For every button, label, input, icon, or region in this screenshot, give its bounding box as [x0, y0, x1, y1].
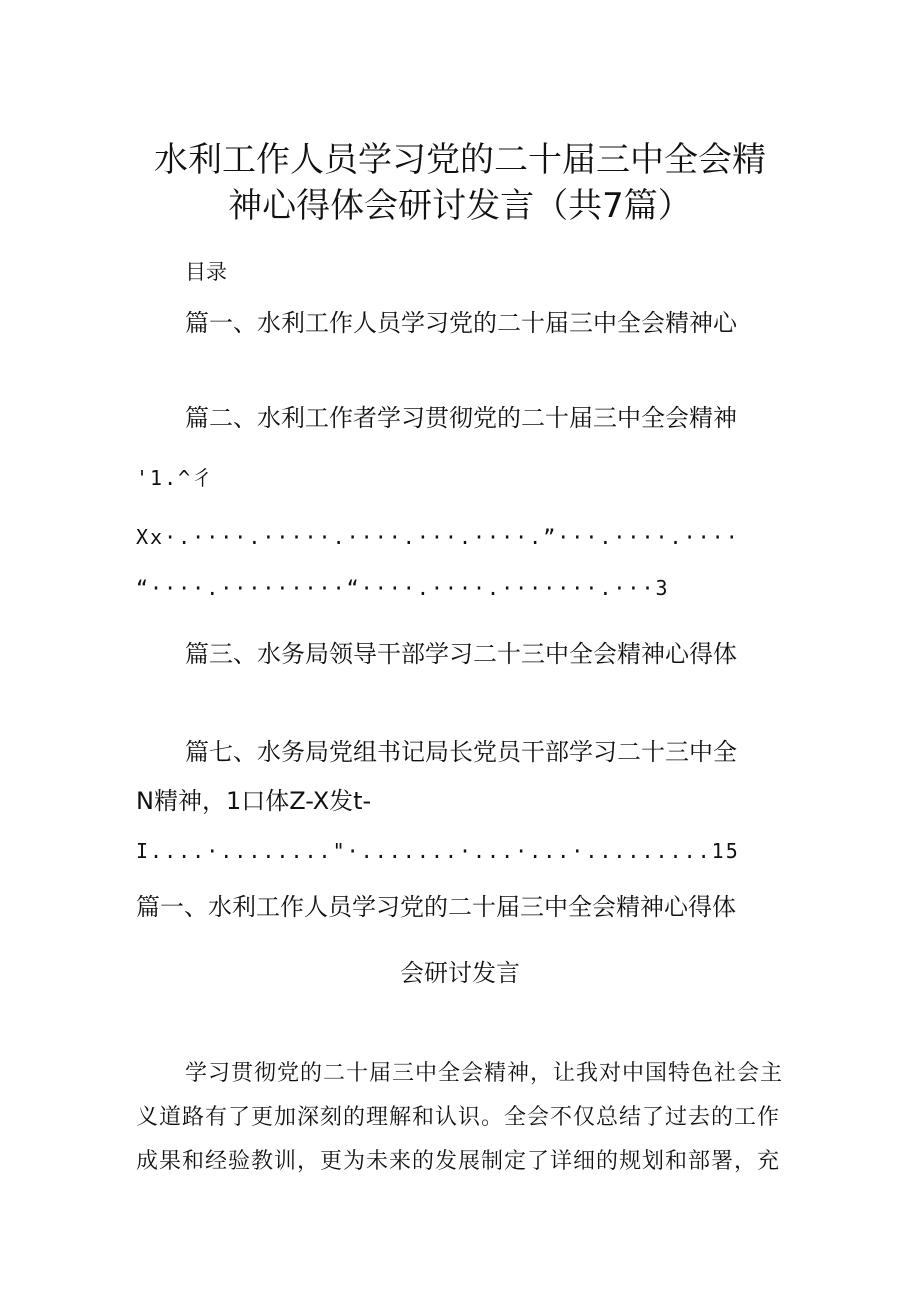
document-title-line-2: 神心得体会研讨发言（共7篇）	[228, 186, 692, 226]
toc-entry-7-continuation: N精神，1口体Z-X发t-	[136, 787, 372, 815]
toc-leader-dots-3: I....·........"·.......·...·...·.........15	[136, 839, 740, 863]
toc-leader-dots-1: Xx·.····.·····.····.···.····.”···.····.····	[136, 525, 740, 549]
section-heading-line-2: 会研讨发言	[400, 959, 520, 987]
paragraph-line-2: 义道路有了更加深刻的理解和认识。全会不仅总结了过去的工作	[136, 1105, 781, 1130]
toc-entry-1: 篇一、水利工作人员学习党的二十届三中全会精神心	[185, 309, 737, 337]
toc-entry-3: 篇三、水务局领导干部学习二十三中全会精神心得体	[185, 640, 737, 668]
toc-label: 目录	[185, 260, 227, 284]
paragraph-line-3: 成果和经验教训，更为未来的发展制定了详细的规划和部署，充	[136, 1149, 781, 1174]
paragraph-line-1: 学习贯彻党的二十届三中全会精神，让我对中国特色社会主	[185, 1061, 784, 1086]
toc-entry-7: 篇七、水务局党组书记局长党员干部学习二十三中全	[185, 738, 737, 766]
toc-leader-dots-2: “····.·········“····.····.·······.···3	[136, 576, 670, 600]
section-heading-line-1: 篇一、水利工作人员学习党的二十届三中全会精神心得体	[136, 893, 736, 921]
toc-entry-2: 篇二、水利工作者学习贯彻党的二十届三中全会精神	[185, 404, 737, 432]
document-title-line-1: 水利工作人员学习党的二十届三中全会精	[154, 140, 766, 180]
toc-garbled-text-1: '1.^彳	[136, 466, 215, 490]
